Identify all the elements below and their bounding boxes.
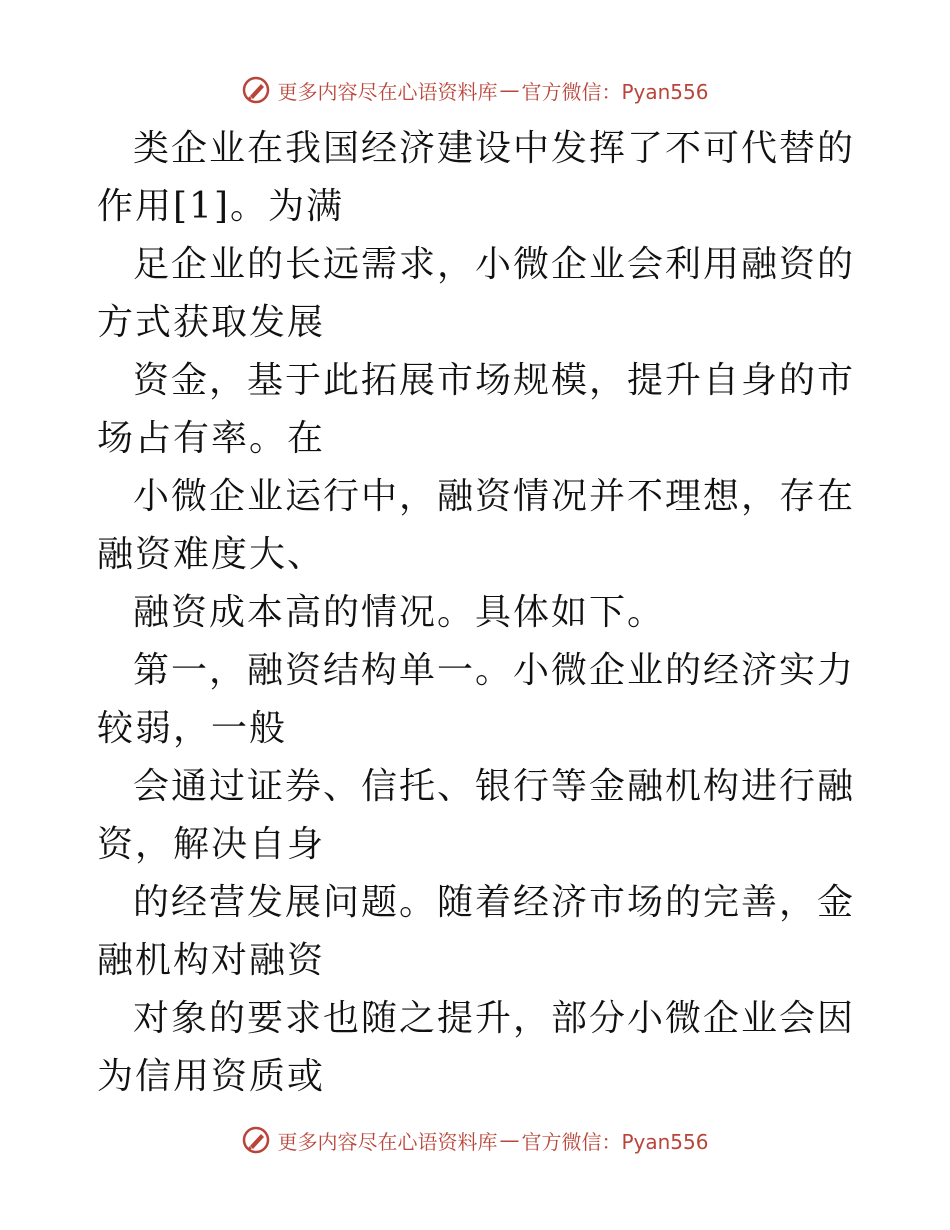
paragraph: 资金，基于此拓展市场规模，提升自身的市场占有率。在 [97, 360, 856, 459]
paragraph: 的经营发展问题。随着经济市场的完善，金融机构对融资 [97, 882, 856, 981]
paragraph: 会通过证券、信托、银行等金融机构进行融资，解决自身 [97, 766, 856, 865]
footer-banner-separator: — [499, 1128, 520, 1152]
pen-circle-logo-icon [241, 75, 271, 105]
footer-contact-text: 官方微信：Pyan556 [521, 1129, 709, 1154]
paragraph: 足企业的长远需求，小微企业会利用融资的方式获取发展 [97, 244, 856, 343]
document-body [97, 120, 857, 1106]
header-banner-separator: — [499, 78, 520, 102]
paragraph: 融资成本高的情况。具体如下。 [133, 592, 666, 633]
paragraph: 小微企业运行中，融资情况并不理想，存在融资难度大、 [97, 476, 856, 575]
pen-circle-logo-icon [241, 1125, 271, 1155]
footer-banner-text: 更多内容尽在心语资料库 [277, 1129, 498, 1154]
header-banner [0, 70, 950, 110]
paragraph: 类企业在我国经济建设中发挥了不可代替的作用[1]。为满 [97, 128, 856, 227]
paragraph: 对象的要求也随之提升，部分小微企业会因为信用资质或 [97, 998, 856, 1097]
paragraph: 第一，融资结构单一。小微企业的经济实力较弱，一般 [97, 650, 856, 749]
header-contact-text: 官方微信：Pyan556 [521, 79, 709, 104]
header-banner-text: 更多内容尽在心语资料库 [277, 79, 498, 104]
footer-banner [0, 1120, 950, 1160]
